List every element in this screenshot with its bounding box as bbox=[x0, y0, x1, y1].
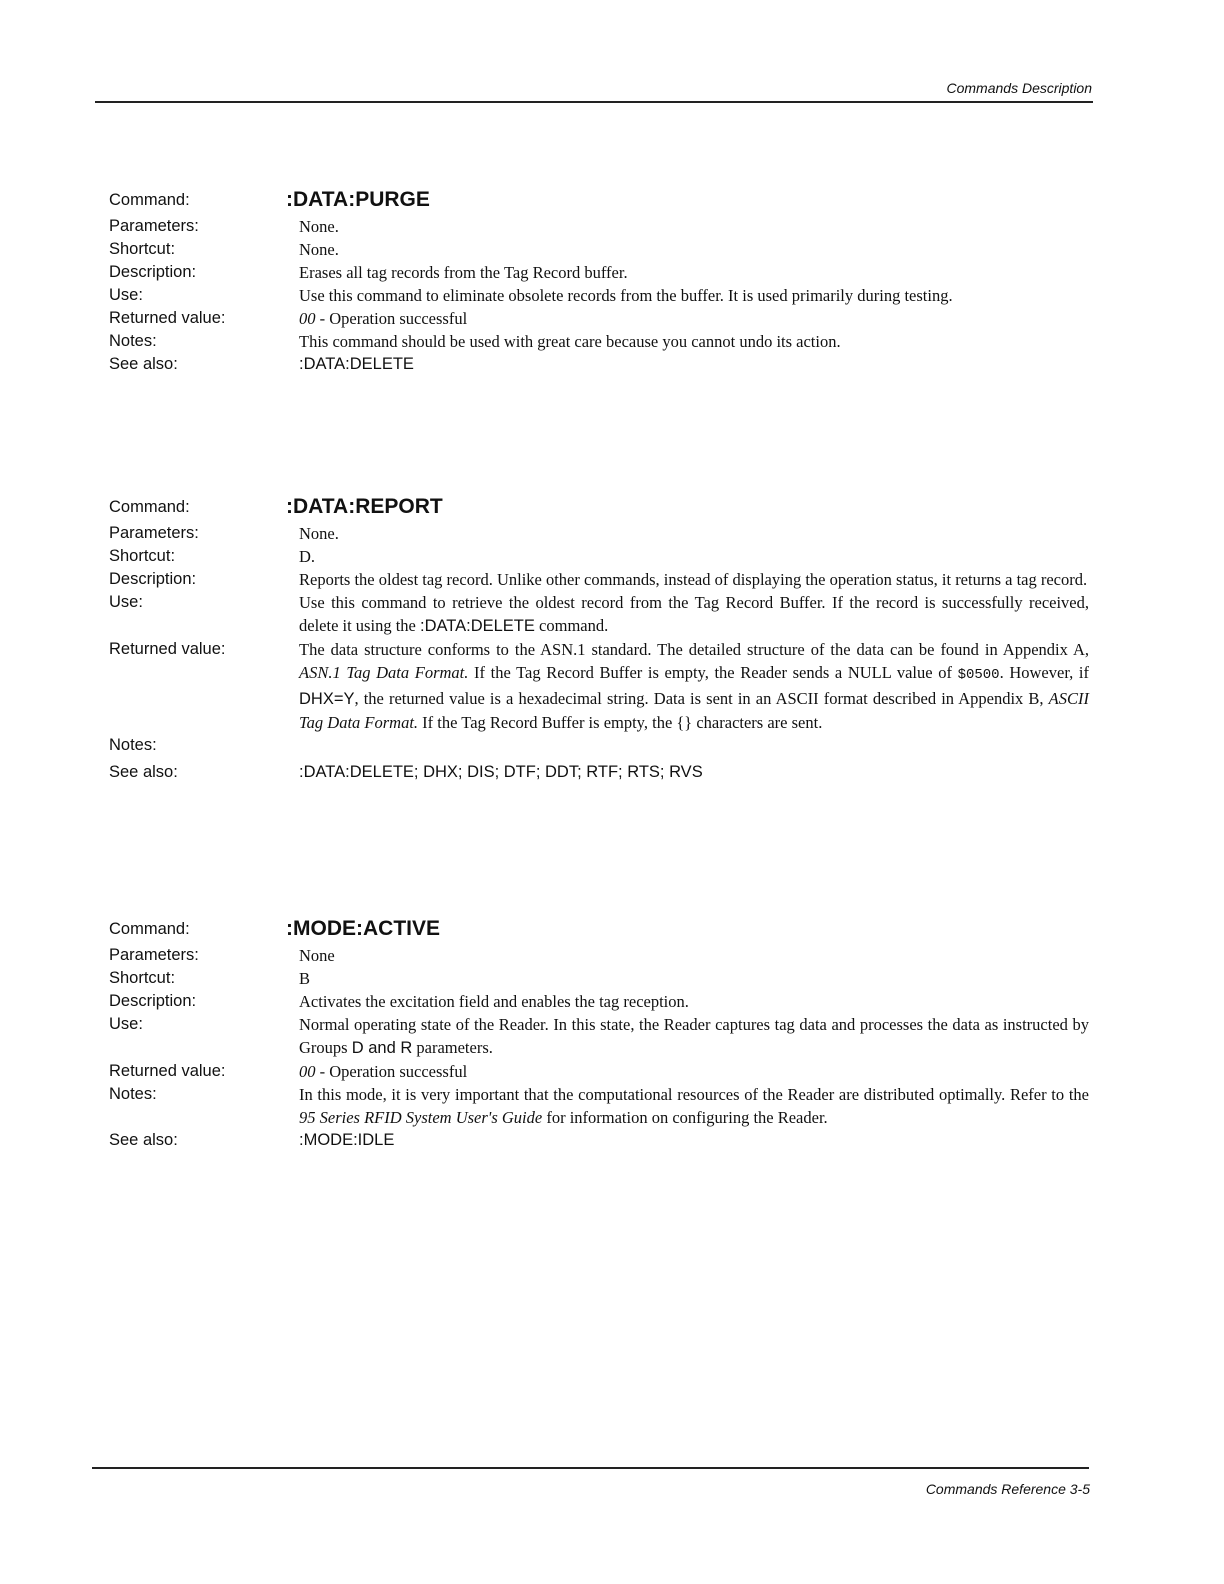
shortcut-label: Shortcut: bbox=[109, 547, 176, 565]
page-folio: Commands Reference 3-5 bbox=[925, 1481, 1090, 1497]
shortcut-row bbox=[0, 967, 1224, 990]
command-entry-mode-active bbox=[0, 916, 1224, 1152]
see-also-row bbox=[0, 761, 1224, 784]
command-name: :DATA:PURGE bbox=[286, 188, 430, 211]
use-groups: D and R bbox=[351, 1039, 413, 1057]
returned-value-row bbox=[0, 638, 1224, 734]
use-text-b: parameters. bbox=[412, 1038, 493, 1057]
parameters-label: Parameters: bbox=[109, 217, 199, 235]
command-row bbox=[0, 187, 1224, 215]
use-row bbox=[0, 1013, 1224, 1060]
use-row bbox=[0, 591, 1224, 638]
return-code: 00 bbox=[299, 1062, 316, 1081]
parameters-label: Parameters: bbox=[109, 524, 199, 542]
footer-rule bbox=[92, 1467, 1089, 1469]
see-also-value: :MODE:IDLE bbox=[299, 1131, 395, 1149]
command-name: :DATA:REPORT bbox=[286, 495, 443, 518]
command-label: Command: bbox=[109, 498, 190, 516]
command-row bbox=[0, 916, 1224, 944]
return-text: - Operation successful bbox=[315, 1062, 468, 1081]
use-row bbox=[0, 284, 1224, 307]
parameters-row bbox=[0, 215, 1224, 238]
use-text-a: Use this command to retrieve the oldest record from the Tag Record Buffer. If the record is successfully received, delete it using the bbox=[299, 593, 1089, 635]
parameters-row bbox=[0, 944, 1224, 967]
ret-dhx: DHX=Y bbox=[299, 690, 355, 708]
ret-italic-asn: ASN.1 Tag Data Format. bbox=[299, 663, 469, 682]
notes-value bbox=[299, 1083, 1089, 1129]
returned-value-label: Returned value: bbox=[109, 640, 226, 658]
ret-text-b: If the Tag Record Buffer is empty, the Reader sends a NULL value of bbox=[468, 663, 958, 682]
parameters-value: None bbox=[299, 946, 335, 965]
shortcut-value: B bbox=[299, 969, 311, 988]
returned-value bbox=[299, 638, 1089, 734]
notes-text-b: for information on configuring the Reader. bbox=[542, 1108, 828, 1127]
returned-value-row bbox=[0, 1060, 1224, 1083]
command-entry-data-report bbox=[0, 494, 1224, 784]
ret-text-a: The data structure conforms to the ASN.1 standard. The detailed structure of the data can be found in Appendix A, bbox=[299, 640, 1089, 659]
parameters-value: None. bbox=[299, 217, 339, 236]
see-also-value: :DATA:DELETE; DHX; DIS; DTF; DDT; RTF; RTS; RVS bbox=[299, 763, 703, 781]
notes-row bbox=[0, 1083, 1224, 1129]
see-also-label: See also: bbox=[109, 763, 178, 781]
see-also-value: :DATA:DELETE bbox=[299, 355, 414, 373]
ret-text-e: If the Tag Record Buffer is empty, the {} characters are sent. bbox=[418, 713, 823, 732]
ret-italic-ascii: ASCII Tag Data Format. bbox=[299, 689, 1089, 732]
command-row bbox=[0, 494, 1224, 522]
description-label: Description: bbox=[109, 570, 197, 588]
description-value: Activates the excitation field and enables the tag reception. bbox=[299, 992, 689, 1011]
shortcut-label: Shortcut: bbox=[109, 969, 176, 987]
header-rule bbox=[95, 101, 1093, 103]
ret-null-code: $0500 bbox=[957, 667, 1000, 683]
use-text-b: command. bbox=[534, 616, 609, 635]
returned-value-label: Returned value: bbox=[109, 1062, 226, 1080]
notes-row bbox=[0, 330, 1224, 353]
command-label: Command: bbox=[109, 191, 190, 209]
description-value: Erases all tag records from the Tag Record buffer. bbox=[299, 263, 628, 282]
description-row bbox=[0, 261, 1224, 284]
see-also-label: See also: bbox=[109, 1131, 178, 1149]
shortcut-row bbox=[0, 238, 1224, 261]
notes-text-a: In this mode, it is very important that the computational resources of the Reader are distributed optimally. Refer to the bbox=[299, 1085, 1089, 1104]
use-label: Use: bbox=[109, 593, 143, 611]
description-row bbox=[0, 990, 1224, 1013]
use-text-a: Normal operating state of the Reader. In this state, the Reader captures tag data and processes the data as instructed by Groups bbox=[299, 1015, 1089, 1057]
notes-value: This command should be used with great care because you cannot undo its action. bbox=[299, 332, 841, 351]
running-head: Commands Description bbox=[946, 80, 1092, 96]
notes-label: Notes: bbox=[109, 736, 157, 754]
description-row bbox=[0, 568, 1224, 591]
description-label: Description: bbox=[109, 263, 197, 281]
return-text: - Operation successful bbox=[315, 309, 468, 328]
description-value: Reports the oldest tag record. Unlike other commands, instead of displaying the operation status, it returns a tag record. bbox=[299, 570, 1088, 589]
command-entry-data-purge bbox=[0, 187, 1224, 376]
parameters-row bbox=[0, 522, 1224, 545]
shortcut-value: None. bbox=[299, 240, 339, 259]
parameters-value: None. bbox=[299, 524, 339, 543]
shortcut-value: D. bbox=[299, 547, 316, 566]
return-code: 00 bbox=[299, 309, 316, 328]
see-also-label: See also: bbox=[109, 355, 178, 373]
returned-value-row bbox=[0, 307, 1224, 330]
use-value bbox=[299, 1013, 1089, 1060]
returned-value bbox=[299, 307, 1089, 330]
use-value bbox=[299, 591, 1089, 638]
use-value: Use this command to eliminate obsolete records from the buffer. It is used primarily during testing. bbox=[299, 286, 953, 305]
command-name: :MODE:ACTIVE bbox=[286, 917, 440, 940]
use-label: Use: bbox=[109, 286, 143, 304]
shortcut-row bbox=[0, 545, 1224, 568]
see-also-row bbox=[0, 353, 1224, 376]
ret-text-d: , the returned value is a hexadecimal string. Data is sent in an ASCII format described in Appendix B, bbox=[354, 689, 1049, 708]
ret-text-c: . However, if bbox=[999, 663, 1089, 682]
notes-guide-title: 95 Series RFID System User's Guide bbox=[299, 1108, 543, 1127]
notes-label: Notes: bbox=[109, 332, 157, 350]
see-also-row bbox=[0, 1129, 1224, 1152]
description-label: Description: bbox=[109, 992, 197, 1010]
returned-value bbox=[299, 1060, 1089, 1083]
parameters-label: Parameters: bbox=[109, 946, 199, 964]
notes-label: Notes: bbox=[109, 1085, 157, 1103]
use-command-ref: :DATA:DELETE bbox=[419, 617, 535, 635]
shortcut-label: Shortcut: bbox=[109, 240, 176, 258]
notes-row bbox=[0, 734, 1224, 757]
use-label: Use: bbox=[109, 1015, 143, 1033]
returned-value-label: Returned value: bbox=[109, 309, 226, 327]
command-label: Command: bbox=[109, 920, 190, 938]
